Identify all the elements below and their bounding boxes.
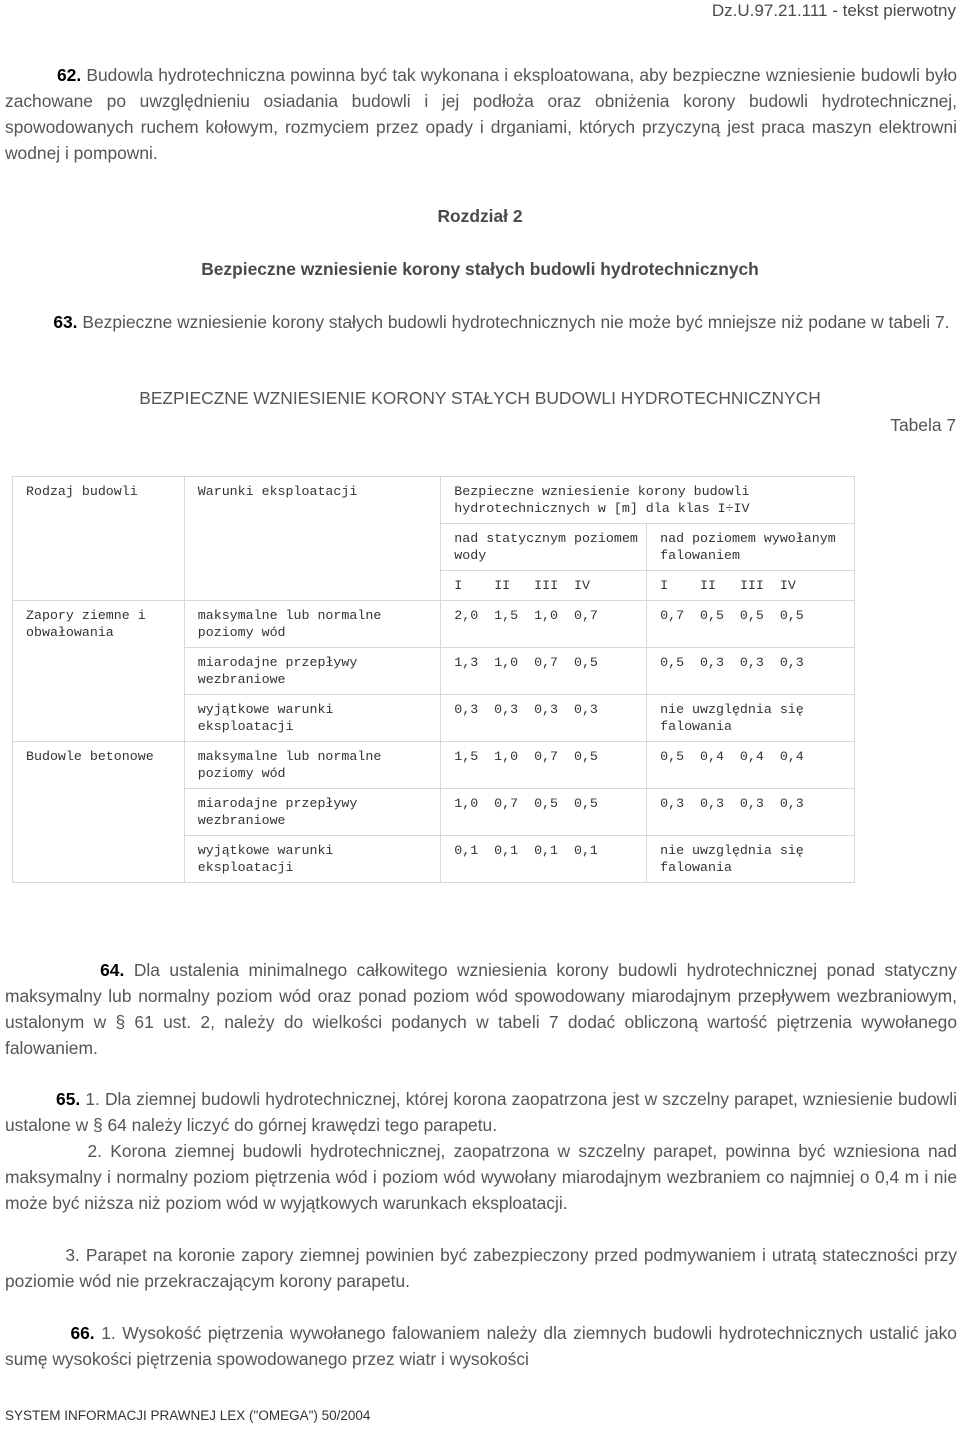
wave-values: 0,5 0,3 0,3 0,3 <box>647 648 855 695</box>
static-values: 2,0 1,5 1,0 0,7 <box>441 601 647 648</box>
paragraph-65-number: 65. <box>56 1089 81 1109</box>
class-label: III <box>534 578 559 593</box>
chapter-label: Rozdział 2 <box>437 206 523 226</box>
header-classes-wave <box>647 571 855 601</box>
class-label: IV <box>574 578 590 593</box>
item-number: 2. <box>87 1141 103 1161</box>
static-values: 1,3 1,0 0,7 0,5 <box>441 648 647 695</box>
class-label: I <box>454 578 463 593</box>
paragraph-66-1 <box>5 1320 957 1372</box>
header-elevation: Bezpieczne wzniesienie korony budowli hydrotechnicznych w [m] dla klas I÷IV <box>441 477 855 524</box>
wave-values: 0,3 0,3 0,3 0,3 <box>647 789 855 836</box>
item-number: 1. <box>101 1323 116 1343</box>
item-text: Korona ziemnej budowli hydrotechnicznej, zaopatrzona w szczelny parapet, powinna być wzniesiona nad maksymalny i normalny poziom piętrzenia wód i poziom wód wywołany miarodajnym wezbraniem co najmniej o 0,4 m i nie może być niższa niż poziom wód w wyjątkowych warunkach eksploatacji. <box>5 1141 957 1213</box>
item-text: Wysokość piętrzenia wywołanego falowaniem należy dla ziemnych budowli hydrotechnicznych ustalić jako sumę wysokości piętrzenia spowodowanego przez wiatr i wysokości <box>5 1323 957 1369</box>
table-header-row <box>13 477 855 524</box>
condition-cell: maksymalne lub normalne poziomy wód <box>184 742 441 789</box>
paragraph-62 <box>5 62 957 166</box>
paragraph-64-number: 64. <box>100 960 125 980</box>
item-number: 3. <box>65 1245 80 1265</box>
table-number: Tabela 7 <box>890 415 956 435</box>
static-values: 0,1 0,1 0,1 0,1 <box>441 836 647 883</box>
static-values: 0,3 0,3 0,3 0,3 <box>441 695 647 742</box>
document-footer: SYSTEM INFORMACJI PRAWNEJ LEX ("OMEGA") 50/2004 <box>5 1408 371 1423</box>
static-values: 1,5 1,0 0,7 0,5 <box>441 742 647 789</box>
class-label: II <box>700 578 716 593</box>
condition-cell: wyjątkowe warunki eksploatacji <box>184 836 441 883</box>
wave-values: nie uwzględnia się falowania <box>647 695 855 742</box>
class-label: I <box>660 578 669 593</box>
static-values: 1,0 0,7 0,5 0,5 <box>441 789 647 836</box>
class-label: II <box>494 578 511 593</box>
wave-values: 0,5 0,4 0,4 0,4 <box>647 742 855 789</box>
table-row <box>13 742 855 789</box>
class-label: III <box>739 578 764 593</box>
header-static: nad statycznym poziomem wody <box>441 524 647 571</box>
condition-cell: miarodajne przepływy wezbraniowe <box>184 789 441 836</box>
header-classes-static <box>441 571 647 601</box>
condition-cell: miarodajne przepływy wezbraniowe <box>184 648 441 695</box>
paragraph-65-1 <box>5 1086 957 1138</box>
header-type: Rodzaj budowli <box>13 477 185 601</box>
item-text: Parapet na koronie zapory ziemnej powinien być zabezpieczony przed podmywaniem i utratą stateczności przy poziomie wód nie przekraczającym korony parapetu. <box>5 1245 957 1291</box>
condition-cell: maksymalne lub normalne poziomy wód <box>184 601 441 648</box>
chapter-title: Bezpieczne wzniesienie korony stałych budowli hydrotechnicznych <box>201 259 759 279</box>
paragraph-64 <box>5 957 957 1061</box>
header-wave: nad poziomem wywołanym falowaniem <box>647 524 855 571</box>
paragraph-62-text: Budowla hydrotechniczna powinna być tak wykonana i eksploatowana, aby bezpieczne wzniesienie budowli było zachowane po uwzględnieniu osiadania budowli i jej podłoża oraz obniżenia korony budowli hydrotechnicznej, spowodowanych ruchem kołowym, rozmyciem przez opady i drganiami, których przyczyną jest praca maszyn elektrowni wodnej i pompowni. <box>5 65 957 163</box>
table-row <box>13 601 855 648</box>
document-header: Dz.U.97.21.111 - tekst pierwotny <box>711 1 956 20</box>
class-label: IV <box>779 578 796 593</box>
structure-type: Zapory ziemne i obwałowania <box>13 601 185 742</box>
header-conditions: Warunki eksploatacji <box>184 477 441 601</box>
item-text: Dla ziemnej budowli hydrotechnicznej, której korona zaopatrzona jest w szczelny parapet, wzniesienie budowli ustalone w § 64 należy liczyć do górnej krawędzi tego parapetu. <box>5 1089 957 1135</box>
paragraph-65-3 <box>5 1242 957 1294</box>
item-number: 1. <box>85 1089 100 1109</box>
condition-cell: wyjątkowe warunki eksploatacji <box>184 695 441 742</box>
table-7 <box>12 476 855 883</box>
paragraph-65-2 <box>5 1138 957 1216</box>
wave-values: nie uwzględnia się falowania <box>647 836 855 883</box>
wave-values: 0,7 0,5 0,5 0,5 <box>647 601 855 648</box>
structure-type: Budowle betonowe <box>13 742 185 883</box>
table-title: BEZPIECZNE WZNIESIENIE KORONY STAŁYCH BUDOWLI HYDROTECHNICZNYCH <box>139 388 821 408</box>
paragraph-63-text: Bezpieczne wzniesienie korony stałych budowli hydrotechnicznych nie może być mniejsze niż podane w tabeli 7. <box>82 312 950 332</box>
paragraph-62-number: 62. <box>57 65 82 85</box>
paragraph-66-number: 66. <box>70 1323 95 1343</box>
paragraph-63 <box>5 309 957 335</box>
paragraph-64-text: Dla ustalenia minimalnego całkowitego wzniesienia korony budowli hydrotechnicznej ponad statyczny maksymalny lub normalny poziom wód oraz ponad poziom wód spowodowany miarodajnym przepływem wezbraniowym, ustalonym w § 61 ust. 2, należy do wielkości podanych w tabeli 7 dodać obliczoną wartość piętrzenia wywołanego falowaniem. <box>5 960 957 1058</box>
paragraph-63-number: 63. <box>53 312 78 332</box>
